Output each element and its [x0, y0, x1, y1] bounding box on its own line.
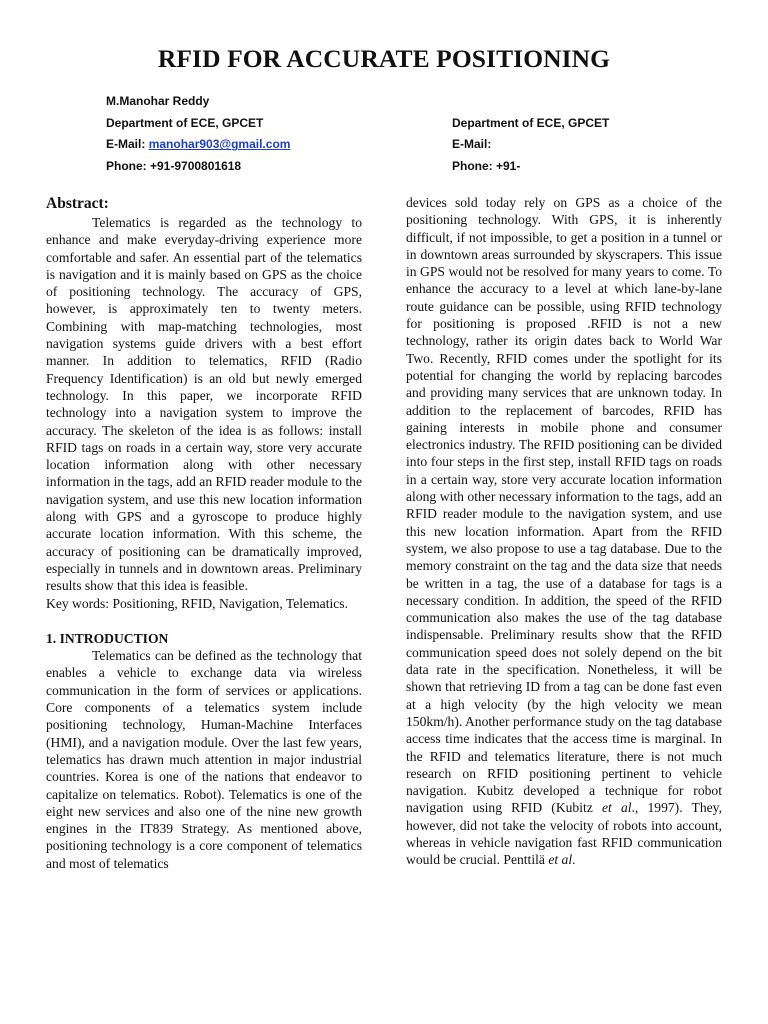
email-label: E-Mail: — [106, 137, 146, 152]
right-text-c: . — [572, 852, 576, 868]
author-phone: Phone: +91-9700801618 — [106, 159, 242, 174]
introduction-text: Telematics can be defined as the technology that enables a vehicle to exchange data via wireless communication in the form of services or applications. Core components of a telematics system include positioning technology, Human-Machine Interfaces (HMI), and a navigation module. Over the last few years, telematics has drawn much attention in major industrial countries. Korea is one of the nations that endeavor to capitalize on telematics. Robot). Telematics is one of the eight new services and also one of the nine new growth engines in the IT839 Strategy. As mentioned above, positioning technology is a core component of telematics and most of telematics — [46, 648, 362, 871]
keywords: Key words: Positioning, RFID, Navigation, Telematics. — [46, 595, 348, 611]
author-block-right — [452, 91, 609, 178]
author-email-link[interactable]: manohar903@gmail.com — [148, 137, 291, 152]
introduction-heading: 1. INTRODUCTION — [46, 630, 169, 646]
abstract-text: Telematics is regarded as the technology to enhance and make everyday-driving experience more comfortable and safer. An essential part of the telematics is navigation and it is mainly based on GPS as the choice of positioning technology. The accuracy of GPS, however, is approximately ten to twenty meters. Combining with map-matching technologies, most navigation systems guide drivers with a best effort manner. In addition to telematics, RFID (Radio Frequency Identification) is an old but newly emerged technology. In this paper, we incorporate RFID technology into a navigation system to improve the accuracy. The skeleton of the idea is as follows: install RFID tags on roads in a certain way, store very accurate location information along with other necessary information in the tags, add an RFID reader module to the navigation system, and use this new location information along with GPS and a gyroscope to produce highly accurate location information. With this scheme, the accuracy of positioning can be dramatically improved, especially in tunnels and in downtown areas. Preliminary results show that this idea is feasible. — [46, 215, 362, 594]
coauthor-department: Department of ECE, GPCET — [452, 115, 610, 130]
coauthor-phone: Phone: +91- — [452, 159, 521, 174]
author-department: Department of ECE, GPCET — [106, 115, 264, 130]
et-al-citation: et al — [601, 800, 632, 816]
right-column — [406, 194, 722, 869]
right-text-b: ., 1997). They, however, did not take the velocity of robots into account, whereas in vehicle navigation fast RFID communication would be crucial. Penttilä — [406, 800, 722, 868]
author-block-left — [106, 91, 290, 178]
abstract-heading: Abstract: — [46, 195, 109, 212]
right-column-text — [406, 194, 722, 869]
author-name: M.Manohar Reddy — [106, 94, 210, 108]
author-email-line — [106, 134, 290, 156]
author-name-spacer — [452, 91, 609, 113]
left-column — [46, 194, 362, 872]
coauthor-email-label: E-Mail: — [452, 137, 492, 152]
paper-title: RFID FOR ACCURATE POSITIONING — [157, 44, 611, 73]
et-al-citation: et al — [548, 852, 573, 868]
right-text-a: devices sold today rely on GPS as a choice of the positioning technology. With GPS, it is inherently difficult, if not impossible, to get a position in a tunnel or in downtown areas surrounded by skyscrapers. This issue in GPS would not be resolved for many years to come. To enhance the accuracy to a level at which lane-by-lane route guidance can be possible, using RFID technology for positioning is proposed .RFID is not a new technology, rather its origin dates back to World War Two. Recently, RFID comes under the spotlight for its potential for changing the world by replacing barcodes and providing many services that are unknown today. In addition to the replacement of barcodes, RFID has gaining interests in mobile phone and consumer electronics industry. The RFID positioning can be divided into four steps in the first step, install RFID tags on roads in a certain way, store very accurate location information along with other necessary information to the tags, add an RFID reader module to the navigation system, and use this new location information. Apart from the RFID system, we also propose to use a tag database. Due to the memory constraint on the tag and the data size that needs be written in a tag, the use of a database for tags is a necessary condition. In addition, the speed of the RFID communication also makes the use of the tag database indispensable. Preliminary results show that the RFID communication speed does not solely depend on the bit data rate in the specification. Nonetheless, it will be shown that retrieving ID from a tag can be done fast even at a high velocity (by the high velocity we mean 150km/h). Another performance study on the tag database access time indicates that the access time is marginal. In the RFID and telematics literature, there is not much research on RFID positioning pertinent to vehicle navigation. Kubitz developed a technique for robot navigation using RFID (Kubitz — [406, 195, 722, 816]
